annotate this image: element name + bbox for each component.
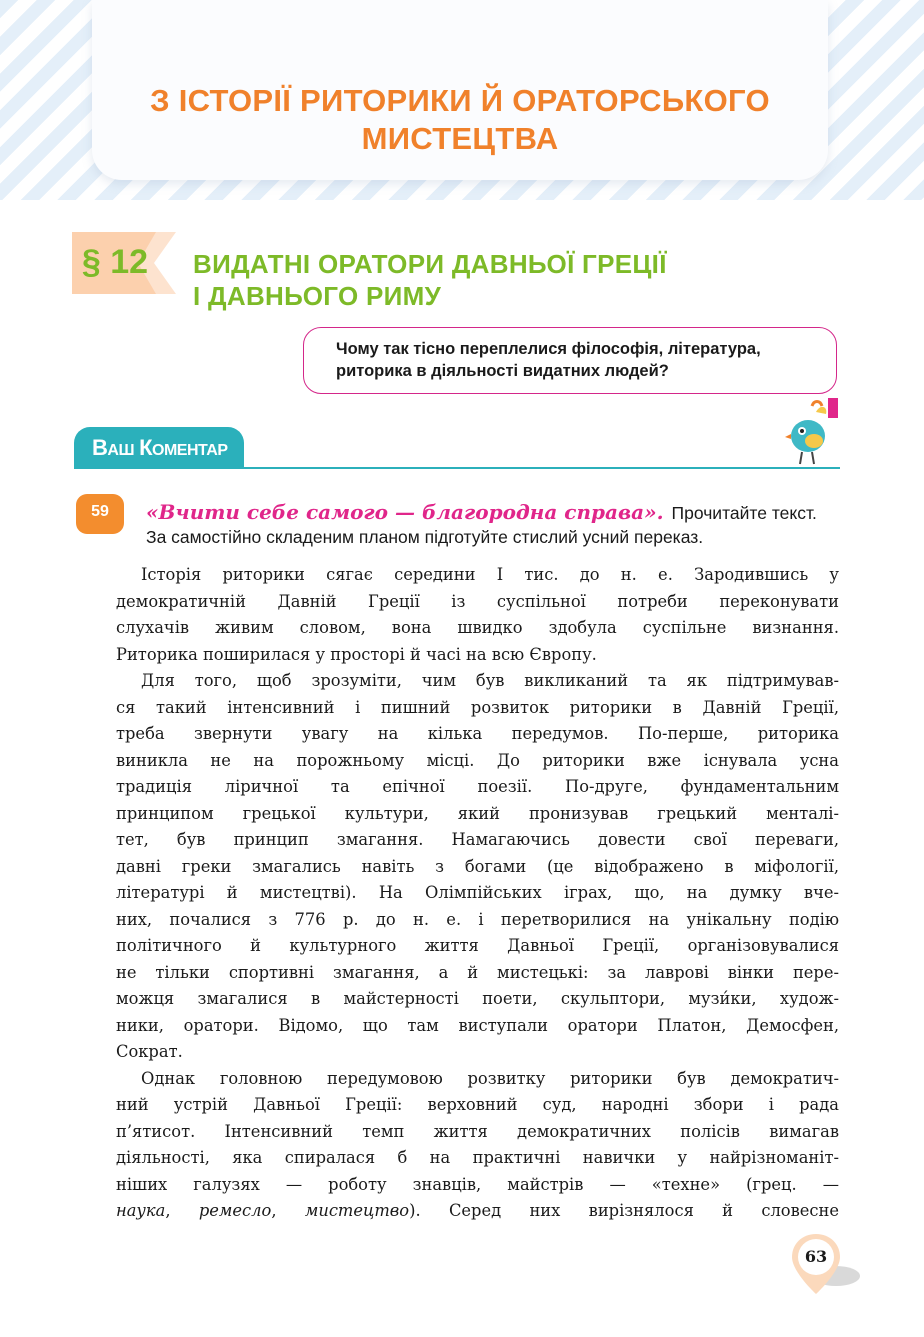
text-line: виникла не на порожньому місці. До риторики вже існувала усна <box>116 750 839 770</box>
exercise-quote: «Вчити себе самого — благородна справа». <box>146 500 664 524</box>
page-number: 63 <box>804 1247 828 1266</box>
main-text <box>116 562 839 1225</box>
section-number: § 12 <box>81 243 149 281</box>
text-line: діяльності, яка спиралася б на практичні навички у найрізноманіт- <box>116 1148 839 1167</box>
text-line: Риторика поширилася у просторі й часі на всю Європу. <box>116 644 597 664</box>
text-line: тет, був принцип змагання. Намагаючись довести свої переваги, <box>116 830 839 849</box>
paragraph-3 <box>116 1066 839 1225</box>
text-line: ніших галузях — роботу знавців, майстрів — «техне» (грец. — <box>116 1174 839 1194</box>
comment-label: ВАШ КОМЕНТАР <box>92 435 228 460</box>
bird-icon <box>784 398 840 470</box>
text-line: принципом грецької культури, який пронизував грецький менталі- <box>116 803 839 823</box>
comment-divider <box>74 467 840 469</box>
text-line: традиція ліричної та епічної поезії. По-друге, фундаментальним <box>116 777 839 796</box>
question-text <box>336 338 826 382</box>
exercise-number: 59 <box>91 503 109 520</box>
text-line: Сократ. <box>116 1042 183 1061</box>
text-line: можця змагалися в майстерності поети, скульптори, музи́ки, худож- <box>116 989 839 1008</box>
text-line: демократичній Давній Греції із суспільної потреби переконувати <box>116 591 839 611</box>
exercise-instruction-line1: Прочитайте текст. <box>671 503 817 523</box>
section-title-line: ВИДАТНІ ОРАТОРИ ДАВНЬОЇ ГРЕЦІЇ <box>193 249 667 279</box>
chapter-title: З ІСТОРІЇ РИТОРИКИ Й ОРАТОРСЬКОГО МИСТЕЦТВА <box>150 83 770 156</box>
text-line: наука, ремесло, мистецтво). Серед них вирізнялося й словесне <box>116 1201 840 1220</box>
text-line: них, почалися з 776 р. до н. е. і перетворилися на унікальну подію <box>116 909 839 929</box>
section-title-line: І ДАВНЬОГО РИМУ <box>193 281 442 311</box>
text-line: ники, оратори. Відомо, що там виступали оратори Платон, Демосфен, <box>116 1015 839 1035</box>
text-line: Однак головною передумовою розвитку риторики був демократич- <box>141 1068 839 1088</box>
text-line: ся такий інтенсивний і пишний розвиток риторики в Давній Греції, <box>116 697 839 717</box>
text-line: Історія риторики сягає середини І тис. до н. е. Зародившись у <box>141 565 839 584</box>
question-line: Чому так тісно переплелися філософія, література, <box>336 340 761 358</box>
text-line: п’ятисот. Інтенсивний темп життя демократичних полісів вимагав <box>116 1121 839 1141</box>
text-line: треба звернути увагу на кілька передумов. По-перше, риторика <box>116 724 839 743</box>
exercise-instruction-line2: За самостійно складеним планом підготуйте стислий усний переказ. <box>146 527 704 547</box>
text-line: ний устрій Давньої Греції: верховний суд, народні збори і рада <box>116 1095 839 1114</box>
paragraph-2 <box>116 668 839 1066</box>
text-line: політичного й культурного життя Давньої Греції, організовувалися <box>116 936 839 955</box>
section-title <box>193 248 667 312</box>
question-line: риторика в діяльності видатних людей? <box>336 362 669 380</box>
text-line: літературі й мистецтві). На Олімпійських іграх, що, на думку вче- <box>116 883 839 902</box>
text-line: слухачів живим словом, вона швидко здобула суспільне визнання. <box>116 618 839 637</box>
exercise-instruction <box>146 500 817 524</box>
text-line: Для того, щоб зрозуміти, чим був викликаний та як підтримував- <box>141 671 839 690</box>
text-line: давні греки змагались навіть з богами (це відображено в міфології, <box>116 856 839 876</box>
paragraph-1 <box>116 562 839 668</box>
text-line: не тільки спортивні змагання, а й мистецькі: за лаврові вінки пере- <box>116 962 839 982</box>
